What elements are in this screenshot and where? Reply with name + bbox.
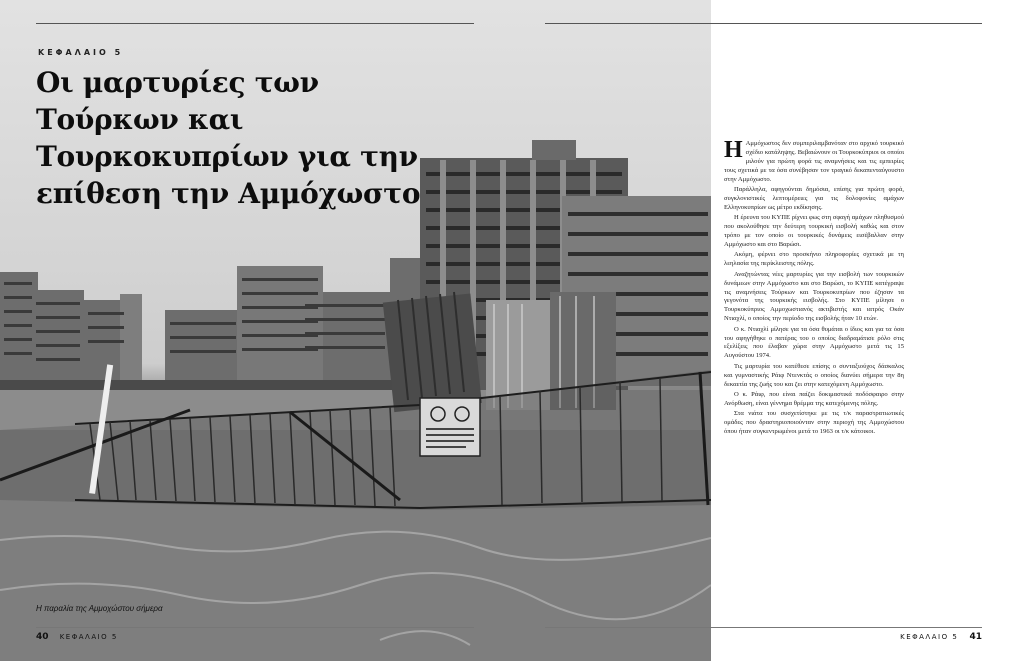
top-rule-left <box>36 23 474 24</box>
footer-section-left: ΚΕΦΑΛΑΙΟ 5 <box>59 633 118 641</box>
footer-left <box>36 632 118 642</box>
top-rule-right <box>545 23 982 24</box>
page-number-right: 41 <box>969 632 982 642</box>
photo-caption: Η παραλία της Αμμοχώστου σήμερα <box>36 604 163 613</box>
article-paragraph: Παράλληλα, αφηγούνται δημόσια, επίσης για πρώτη φορά, συγκλονιστικές λεπτομέρειες για τις δολοφονίες αμάχων Ελληνοκυπρίων ως μέτρο εκδίκησης. <box>724 186 904 211</box>
page-title: Οι μαρτυρίες των Τούρκων και Τουρκοκυπρίων για την επίθεση την Αμμόχωστο <box>36 66 421 210</box>
article-paragraph: Ακόμη, φέρνει στο προσκήνιο πληροφορίες σχετικά με τη λεηλασία της περίκλειστης πόλης. <box>724 251 904 268</box>
article-paragraph: Στα νιάτα του συσχετίστηκε με τις τ/κ παραστρατιωτικές ομάδες που δραστηριοποιούνταν στην περιοχή της Αμμοχώστου όπου ήταν συγκεντρωμένοι μετά το 1963 οι τ/κ κάτοικοι. <box>724 410 904 436</box>
article-paragraph <box>724 137 904 185</box>
bottom-rule-right <box>545 627 982 628</box>
chapter-label: ΚΕΦΑΛΑΙΟ 5 <box>38 48 124 57</box>
article-paragraph-text: Αμμόχωστος δεν συμπεριλαμβανόταν στο αρχικό τουρκικό σχέδιο κατάληψης. Βεβαιώνουν οι Τουρκοκύπριοι οι οποίοι μιλούν για πρώτη φορά τις αναμνήσεις και τις εμπειρίες τους σχετικά με τα όσα συνέβησαν τον τραγικό δεκαπενταύγουστο στην Αμμόχωστο. <box>724 140 904 183</box>
page-number-left: 40 <box>36 632 49 642</box>
footer-section-right: ΚΕΦΑΛΑΙΟ 5 <box>900 633 959 641</box>
drop-cap: Η <box>724 137 743 163</box>
article-column <box>724 137 904 439</box>
footer-right <box>900 632 982 642</box>
article-paragraph: Ο κ. Ντιαχλί μίλησε για τα όσα θυμάται ο ίδιος και για τα όσα του αφηγήθηκε ο πατέρας του ο οποίος διαδραμάτισε ρόλο στις εξελίξεις που έλαβαν χώρα στην Αμμόχωστο μετά τις 15 Αυγούστου 1974. <box>724 325 904 360</box>
article-paragraph: Αναζητώντας νέες μαρτυρίες για την εισβολή των τουρκικών δυνάμεων στην Αμμόχωστο και στο Βαρώσι, το ΚΥΠΕ κατέγραψε τις αναμνήσεις Τούρκων και Τουρκοκυπρίων που έζησαν τα γεγονότα της τουρκικής εισβολής. Στο ΚΥΠΕ μίλησε ο Τουρκοκύπριος Αμμοχωστιανός ακτιβιστής και ιατρός Οκάν Ντιαχλί, ο οποίος την περίοδο της εισβολής ήταν 10 ετών. <box>724 270 904 323</box>
article-paragraph: Τις μαρτυρία του κατέθεσε επίσης ο συνταξιούχος δάσκαλος και γυμναστικής Ράιφ Ντενκτάς ο οποίος διανύει σήμερα την 8η δεκαετία της ζωής του και ζει στην κατεχόμενη Αμμόχωστο. <box>724 362 904 388</box>
article-paragraph: Ο κ. Ράιφ, που είναι παίζει δοκιμαστικά ποδόσφαιρο στην Ανόρθωση, είναι γέννημα θρέμμα της κατεχόμενης πόλης. <box>724 390 904 407</box>
bottom-rule-left <box>36 627 474 628</box>
article-paragraph: Η έρευνα του ΚΥΠΕ ρίχνει φως στη σφαγή αμάχων πληθυσμού που ακολούθησε την δεύτερη τουρκική εισβολή καθώς και στον τρόπο με τον οποίο οι τουρκικές δυνάμεις εισέβαλλαν στην Αμμόχωστο και στο Βαρώσι. <box>724 214 904 248</box>
